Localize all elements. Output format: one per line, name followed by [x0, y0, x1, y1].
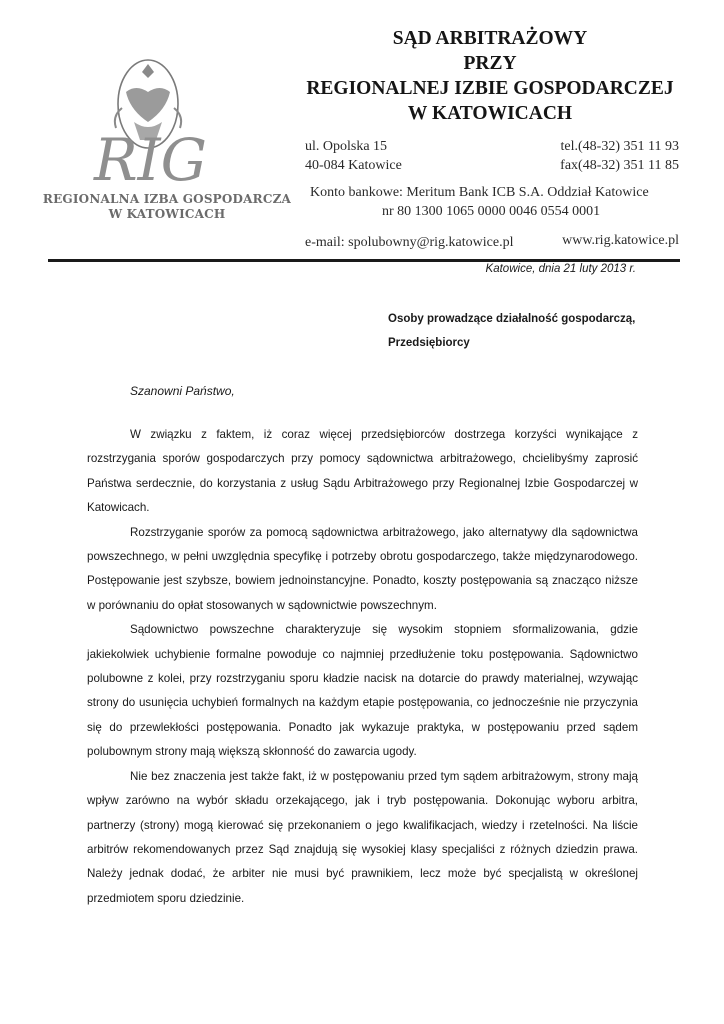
header-divider — [48, 259, 680, 262]
phone-number: tel.(48-32) 351 11 93 — [560, 139, 679, 154]
paragraph: W związku z faktem, iż coraz więcej przedsiębiorców dostrzega korzyści wynikające z rozstrzygania sporów gospodarczych przy pomocy sądownictwa arbitrażowego, chcielibyśmy zaprosić Państwa serdecznie, do korzystania z usług Sądu Arbitrażowego przy Regionalnej Izbie Gospodarczej w Katowicach. — [87, 428, 638, 515]
chamber-name-line2: W KATOWICACH — [108, 207, 226, 221]
monogram-text: RIG — [94, 126, 207, 192]
fax-number: fax(48-32) 351 11 85 — [560, 158, 679, 173]
paragraph: Nie bez znaczenia jest także fakt, iż w postępowaniu przed tym sądem arbitrażowym, strony mają wpływ zarówno na wybór składu orzekającego, jak i tryb postępowania. Dokonując wyboru arbitra, partnerzy (strony) mogą kierować się przekonaniem o jego kwalifikacjach, wiedzy i rzetelności. Na liście arbitrów rekomendowanych przez Sąd znajdują się wysokiej klasy specjaliści z różnych dziedzin prawa. Należy jednak dodać, że arbiter nie musi być prawnikiem, lecz może być specjalistą w określonej przedmiotem sporu dziedzinie. — [87, 769, 638, 905]
paragraph: Sądownictwo powszechne charakteryzuje się wysokim stopniem sformalizowania, gdzie jakiekolwiek uchybienie formalne powoduje co najmniej przedłużenie toku postępowania. Sądownictwo polubowne z kolei, przy rozstrzyganiu sporu kładzie nacisk na dotarcie do prawdy materialnej, wzywając strony do usunięcia uchybień formalnych na każdym etapie postępowania, co jednocześnie nie przyczynia się do przewlekłości postępowania. Ponadto jak wykazuje praktyka, w postępowaniu przed sądem polubownym strony mają większą skłonność do zawarcia ugody. — [87, 623, 638, 759]
court-title-line3: REGIONALNEJ IZBIE GOSPODARCZEJ — [306, 78, 674, 99]
letter-body — [87, 423, 638, 911]
bank-account-number: nr 80 1300 1065 0000 0046 0554 0001 — [382, 204, 601, 219]
bank-account-line1: Konto bankowe: Meritum Bank ICB S.A. Oddział Katowice — [310, 185, 649, 200]
greeting: Szanowni Państwo, — [130, 384, 235, 398]
court-title-line2: PRZY — [463, 53, 517, 74]
court-title-line4: W KATOWICACH — [407, 103, 573, 124]
paragraph: Rozstrzyganie sporów za pomocą sądownictwa arbitrażowego, jako alternatywy dla sądownictwa powszechnego, w pełni uwzględnia specyfikę i potrzeby obrotu gospodarczego, także międzynarodowego. Postępowanie jest szybsze, bowiem jednoinstancyjne. Ponadto, koszty postępowania są znacząco niższe w porównaniu do opłat stosowanych w sądownictwie powszechnym. — [87, 525, 638, 612]
postal-city: 40-084 Katowice — [305, 158, 402, 173]
court-title-line1: SĄD ARBITRAŻOWY — [392, 28, 588, 49]
letter-date: Katowice, dnia 21 luty 2013 r. — [485, 263, 636, 275]
chamber-name — [42, 192, 292, 222]
court-title — [300, 26, 680, 126]
eagle-monogram-icon — [86, 52, 246, 192]
addressee-line2: Przedsiębiorcy — [388, 337, 470, 349]
chamber-name-line1: REGIONALNA IZBA GOSPODARCZA — [42, 192, 292, 206]
website-link[interactable]: www.rig.katowice.pl — [562, 233, 679, 248]
street-address: ul. Opolska 15 — [305, 139, 388, 154]
email-address[interactable]: e-mail: spolubowny@rig.katowice.pl — [305, 235, 514, 250]
addressee-line1: Osoby prowadzące działalność gospodarczą, — [388, 313, 636, 325]
